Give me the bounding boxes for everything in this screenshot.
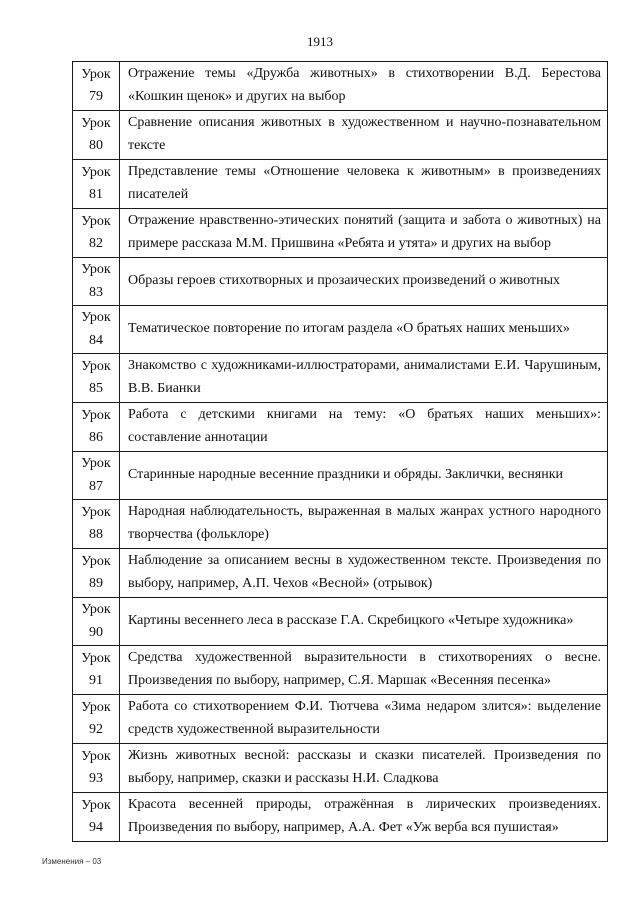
lesson-topic: Старинные народные весенние праздники и обряды. Заклички, веснянки: [120, 452, 608, 500]
lesson-topic: Отражение нравственно-этических понятий (защита и забота о животных) на примере рассказа М.М. Пришвина «Ребята и утята» и других на выбор: [120, 209, 608, 258]
lesson-number: Урок 92: [73, 695, 120, 744]
table-row: [73, 646, 608, 695]
lesson-topic: Работа с детскими книгами на тему: «О братьях наших меньших»: составление аннотации: [120, 403, 608, 452]
lesson-topic: Представление темы «Отношение человека к животным» в произведениях писателей: [120, 160, 608, 209]
lesson-number: Урок 87: [73, 452, 120, 500]
table-row: [73, 549, 608, 598]
lesson-number: Урок 86: [73, 403, 120, 452]
table-row: [73, 160, 608, 209]
lesson-number: Урок 88: [73, 500, 120, 549]
table-row: [73, 209, 608, 258]
lesson-number: Урок 91: [73, 646, 120, 695]
lesson-topic: Красота весенней природы, отражённая в лирических произведениях. Произведения по выбору, например, А.А. Фет «Уж верба вся пушистая»: [120, 793, 608, 842]
lesson-topic: Отражение темы «Дружба животных» в стихотворении В.Д. Берестова «Кошкин щенок» и других на выбор: [120, 62, 608, 111]
table-row: [73, 452, 608, 500]
lesson-number: Урок 85: [73, 354, 120, 403]
lesson-topic: Средства художественной выразительности в стихотворениях о весне. Произведения по выбору, например, С.Я. Маршак «Весенняя песенка»: [120, 646, 608, 695]
lesson-topic: Жизнь животных весной: рассказы и сказки писателей. Произведения по выбору, например, сказки и рассказы Н.И. Сладкова: [120, 744, 608, 793]
lesson-topic: Народная наблюдательность, выраженная в малых жанрах устного народного творчества (фольклоре): [120, 500, 608, 549]
table-row: [73, 793, 608, 842]
lesson-topic: Картины весеннего леса в рассказе Г.А. Скребицкого «Четыре художника»: [120, 598, 608, 646]
lesson-number: Урок 81: [73, 160, 120, 209]
lesson-topic: Тематическое повторение по итогам раздела «О братьях наших меньших»: [120, 306, 608, 354]
lesson-number: Урок 89: [73, 549, 120, 598]
table-row: [73, 500, 608, 549]
lesson-topic: Сравнение описания животных в художественном и научно-познавательном тексте: [120, 111, 608, 160]
table-row: [73, 598, 608, 646]
table-row: [73, 258, 608, 306]
lesson-number: Урок 84: [73, 306, 120, 354]
lessons-table: [72, 61, 608, 842]
lesson-number: Урок 80: [73, 111, 120, 160]
table-row: [73, 62, 608, 111]
table-row: [73, 111, 608, 160]
lesson-number: Урок 90: [73, 598, 120, 646]
lesson-rows: [73, 62, 608, 842]
lesson-topic: Знакомство с художниками-иллюстраторами, анималистами Е.И. Чарушиным, В.В. Бианки: [120, 354, 608, 403]
table-row: [73, 354, 608, 403]
lesson-number: Урок 79: [73, 62, 120, 111]
lesson-number: Урок 83: [73, 258, 120, 306]
table-row: [73, 403, 608, 452]
lesson-topic: Наблюдение за описанием весны в художественном тексте. Произведения по выбору, например, А.П. Чехов «Весной» (отрывок): [120, 549, 608, 598]
table-row: [73, 695, 608, 744]
footer-revision-note: Изменения – 03: [42, 857, 102, 866]
lesson-topic: Работа со стихотворением Ф.И. Тютчева «Зима недаром злится»: выделение средств художественной выразительности: [120, 695, 608, 744]
lesson-number: Урок 93: [73, 744, 120, 793]
page-number: 1913: [307, 34, 333, 49]
lesson-number: Урок 82: [73, 209, 120, 258]
lesson-topic: Образы героев стихотворных и прозаических произведений о животных: [120, 258, 608, 306]
table-row: [73, 306, 608, 354]
table-row: [73, 744, 608, 793]
lesson-number: Урок 94: [73, 793, 120, 842]
